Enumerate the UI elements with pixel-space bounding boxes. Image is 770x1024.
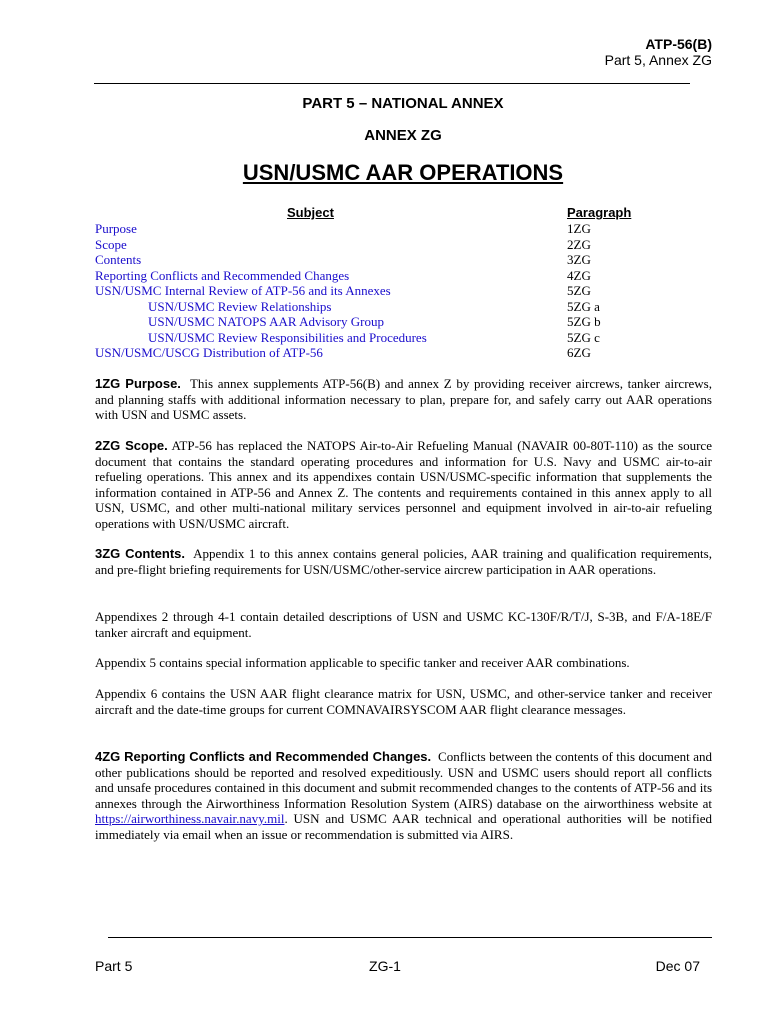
section-text: Appendix 1 to this annex contains general policies, AAR training and qualification requirements, and pre-flight briefing requirements for USN/USMC/other-service aircrew participation in AAR operations.	[95, 546, 712, 577]
toc-link-internal-review[interactable]: USN/USMC Internal Review of ATP-56 and its Annexes	[95, 283, 391, 298]
toc-link-review-responsibilities[interactable]: USN/USMC Review Responsibilities and Procedures	[148, 330, 427, 345]
contents-paragraph: Appendixes 2 through 4-1 contain detailed descriptions of USN and USMC KC-130F/R/T/J, S-3B, and F/A-18E/F tanker aircraft and equipment.	[95, 609, 712, 640]
section-text: . USN and USMC AAR technical and operational authorities will be notified immediately via email when an issue or recommendation is submitted via AIRS.	[95, 811, 712, 842]
toc-row	[0, 330, 770, 345]
part-title: PART 5 – NATIONAL ANNEX	[302, 95, 504, 112]
section-contents	[95, 546, 712, 577]
toc-paragraph-header: Paragraph	[567, 205, 632, 220]
page-title: USN/USMC AAR OPERATIONS	[242, 160, 564, 185]
toc-row	[0, 314, 770, 329]
section-purpose	[95, 376, 712, 423]
airworthiness-website-link[interactable]: https://airworthiness.navair.navy.mil	[95, 811, 285, 827]
section-scope	[95, 438, 712, 532]
header-divider	[94, 83, 690, 84]
toc-paragraph-number: 5ZG b	[567, 314, 601, 329]
footer-date: Dec 07	[655, 958, 700, 974]
footer-part: Part 5	[95, 958, 133, 974]
section-text: ATP-56 has replaced the NATOPS Air-to-Air Refueling Manual (NAVAIR 00-80T-110) as the source document that contains the standard operating procedures and information for U.S. Navy and USMC air-to-air refueling operations. This annex and its appendixes contain USN/USMC-specific information that supplements the information contained in ATP-56 and Annex Z. The contents and requirements contained in this annex apply to all USN, USMC, and other multi-national military services personnel and equipment involved in air-to-air refueling operations with USN/USMC aircraft.	[95, 438, 712, 531]
toc-link-reporting-conflicts[interactable]: Reporting Conflicts and Recommended Changes	[95, 268, 350, 283]
toc-row	[0, 345, 770, 360]
toc-row	[0, 252, 770, 267]
toc-link-purpose[interactable]: Purpose	[95, 221, 137, 236]
toc-paragraph-number: 1ZG	[567, 221, 591, 236]
section-text: Conflicts between the contents of this document and other publications should be reported and resolved expeditiously. USN and USMC users should report all conflicts and unsafe procedures contained in this document and submit recommended changes to the contents of ATP-56 and its annexes through the Airworthiness Information Resolution System (AIRS) database on the airworthiness website at	[95, 749, 713, 811]
section-heading: 1ZG Purpose.	[95, 376, 181, 391]
part-annex-label: Part 5, Annex ZG	[604, 52, 712, 68]
toc-paragraph-number: 6ZG	[567, 345, 591, 360]
toc-row	[0, 283, 770, 298]
toc-row	[0, 268, 770, 283]
document-id: ATP-56(B)	[645, 36, 712, 52]
toc-paragraph-number: 5ZG a	[567, 299, 600, 314]
section-reporting	[95, 749, 712, 843]
toc-paragraph-number: 5ZG	[567, 283, 591, 298]
toc-link-scope[interactable]: Scope	[95, 237, 127, 252]
toc-subject-header: Subject	[287, 205, 334, 220]
section-heading: 2ZG Scope.	[95, 438, 168, 453]
toc-link-review-relationships[interactable]: USN/USMC Review Relationships	[148, 299, 332, 314]
toc-paragraph-number: 2ZG	[567, 237, 591, 252]
toc-paragraph-number: 3ZG	[567, 252, 591, 267]
section-text: This annex supplements ATP-56(B) and annex Z by providing receiver aircrews, tanker aircrews, and planning staffs with additional information necessary to plan, prepare for, and safely carry out AAR operations with USN and USMC assets.	[95, 376, 712, 423]
contents-paragraph: Appendix 6 contains the USN AAR flight clearance matrix for USN, USMC, and other-service tanker and receiver aircraft and the date-time groups for current COMNAVAIRSYSCOM AAR flight clearance messages.	[95, 686, 712, 717]
footer-divider	[108, 937, 712, 938]
toc-paragraph-number: 5ZG c	[567, 330, 600, 345]
toc-row	[0, 299, 770, 314]
toc-link-contents[interactable]: Contents	[95, 252, 142, 267]
toc-row	[0, 221, 770, 236]
contents-paragraph: Appendix 5 contains special information applicable to specific tanker and receiver AAR combinations.	[95, 655, 630, 670]
toc-link-natops-advisory-group[interactable]: USN/USMC NATOPS AAR Advisory Group	[148, 314, 384, 329]
section-heading: 3ZG Contents.	[95, 546, 186, 561]
annex-title: ANNEX ZG	[364, 127, 442, 144]
toc-link-distribution[interactable]: USN/USMC/USCG Distribution of ATP-56	[95, 345, 323, 360]
page-number: ZG-1	[369, 958, 401, 974]
toc-row	[0, 237, 770, 252]
section-heading: 4ZG Reporting Conflicts and Recommended Changes.	[95, 749, 432, 764]
toc-paragraph-number: 4ZG	[567, 268, 591, 283]
